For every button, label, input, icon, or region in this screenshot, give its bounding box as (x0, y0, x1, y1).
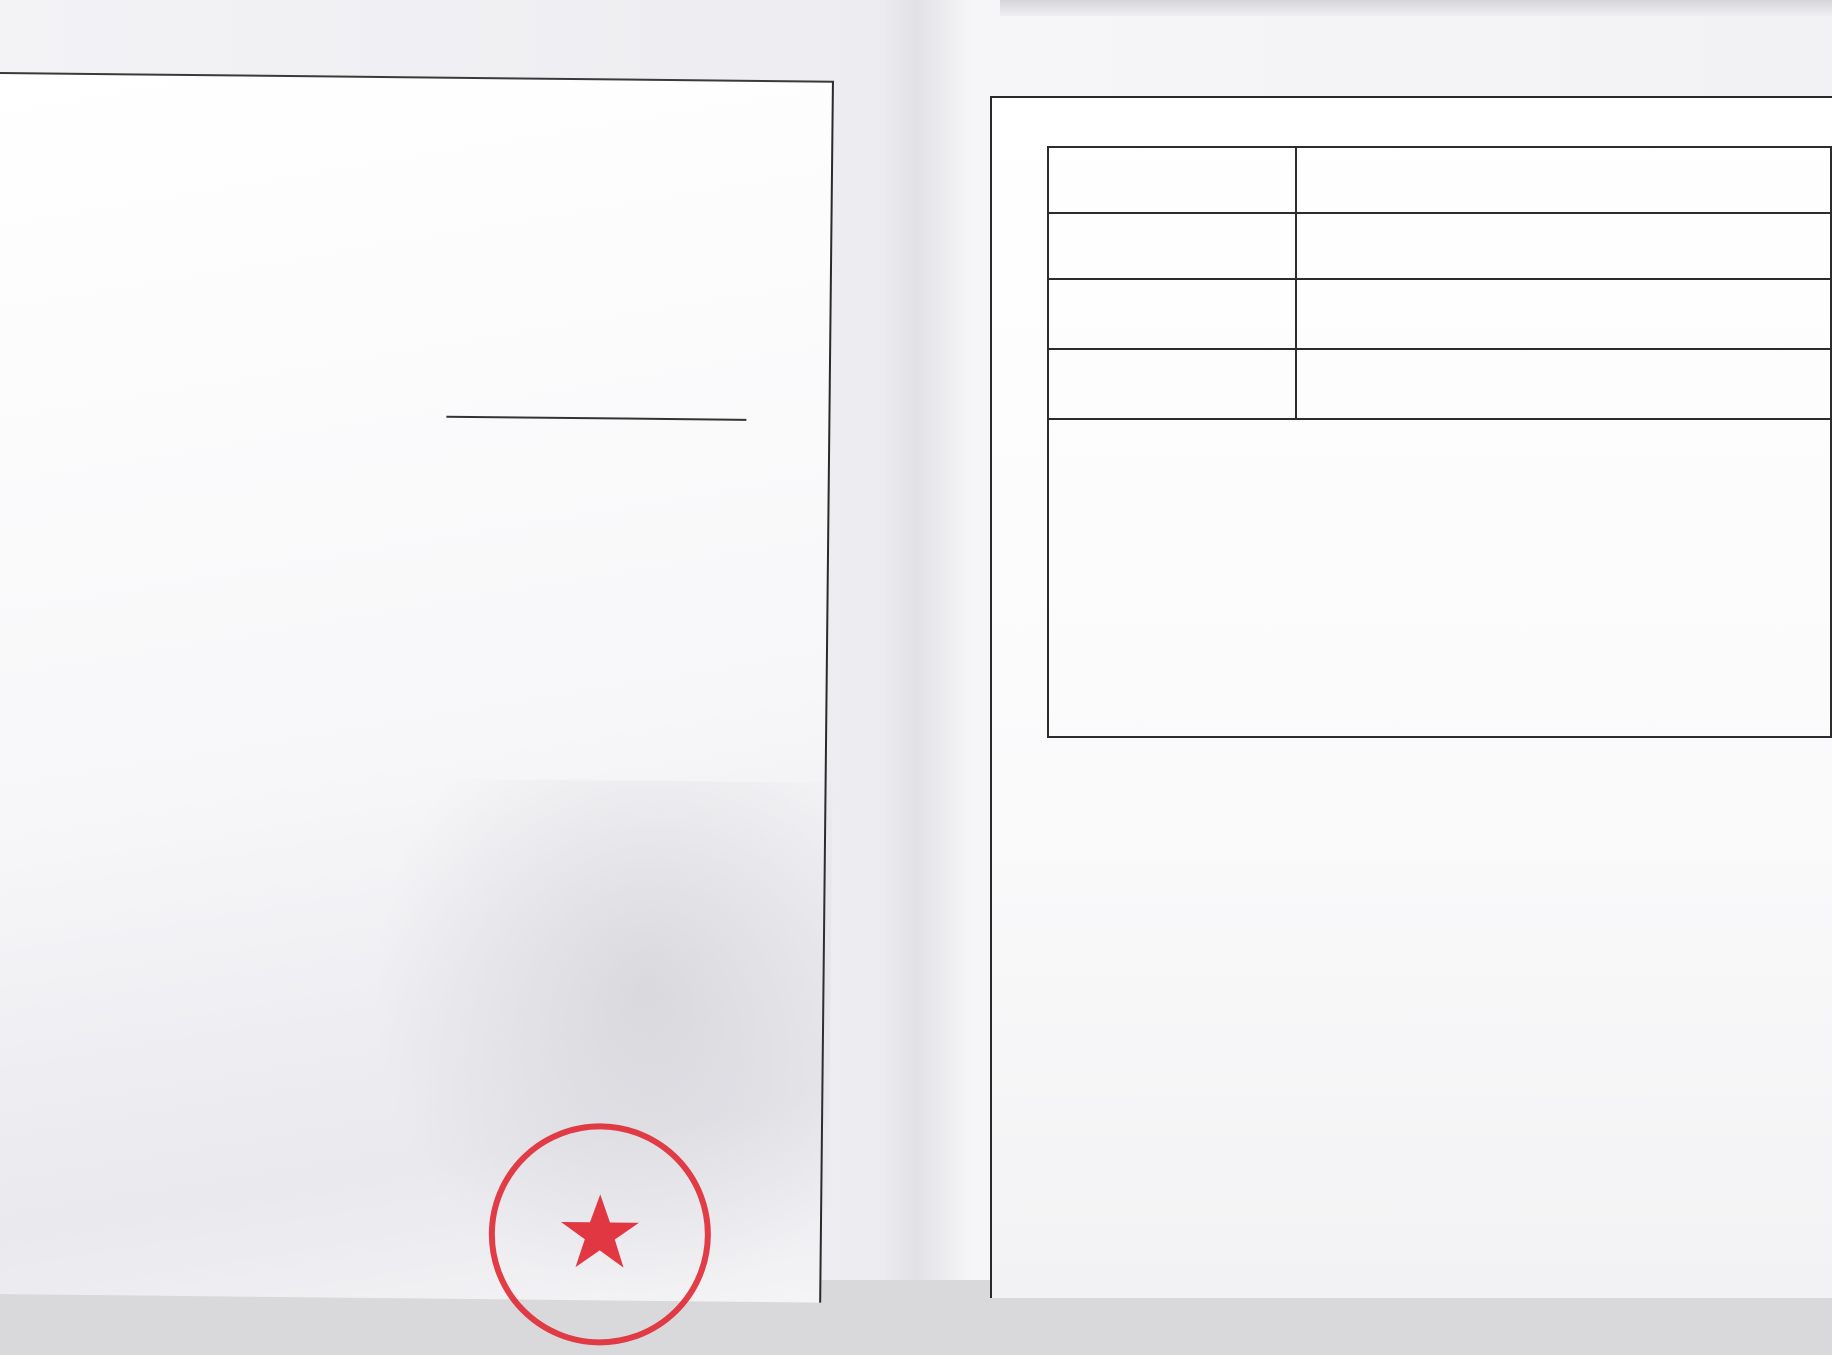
official-seal-stamp (481, 1115, 719, 1353)
row-key (1048, 349, 1296, 419)
row-value (1296, 213, 1831, 279)
body-line (0, 554, 785, 562)
table-row (1048, 349, 1831, 419)
permit-info-table (1047, 146, 1832, 738)
row-key (1048, 279, 1296, 349)
permit-cover-page (0, 72, 834, 1303)
row-key (1048, 213, 1296, 279)
body-line (0, 554, 785, 562)
table-row (1048, 147, 1831, 213)
body-line (0, 554, 785, 562)
row-value (1296, 147, 1831, 213)
certificate-body (0, 554, 785, 562)
table-row (1048, 213, 1831, 279)
row-value (1296, 279, 1831, 349)
seal-star-icon (561, 1194, 640, 1268)
serial-line (366, 404, 796, 449)
certificate-title (0, 294, 830, 303)
row-key (1048, 147, 1296, 213)
table-row (1048, 279, 1831, 349)
row-value (1296, 349, 1831, 419)
next-page-edge (1000, 0, 1832, 16)
body-line (0, 554, 785, 562)
serial-number (446, 415, 746, 421)
attachment-cell (1048, 419, 1831, 737)
table-row (1048, 419, 1831, 737)
country-name (0, 182, 831, 191)
